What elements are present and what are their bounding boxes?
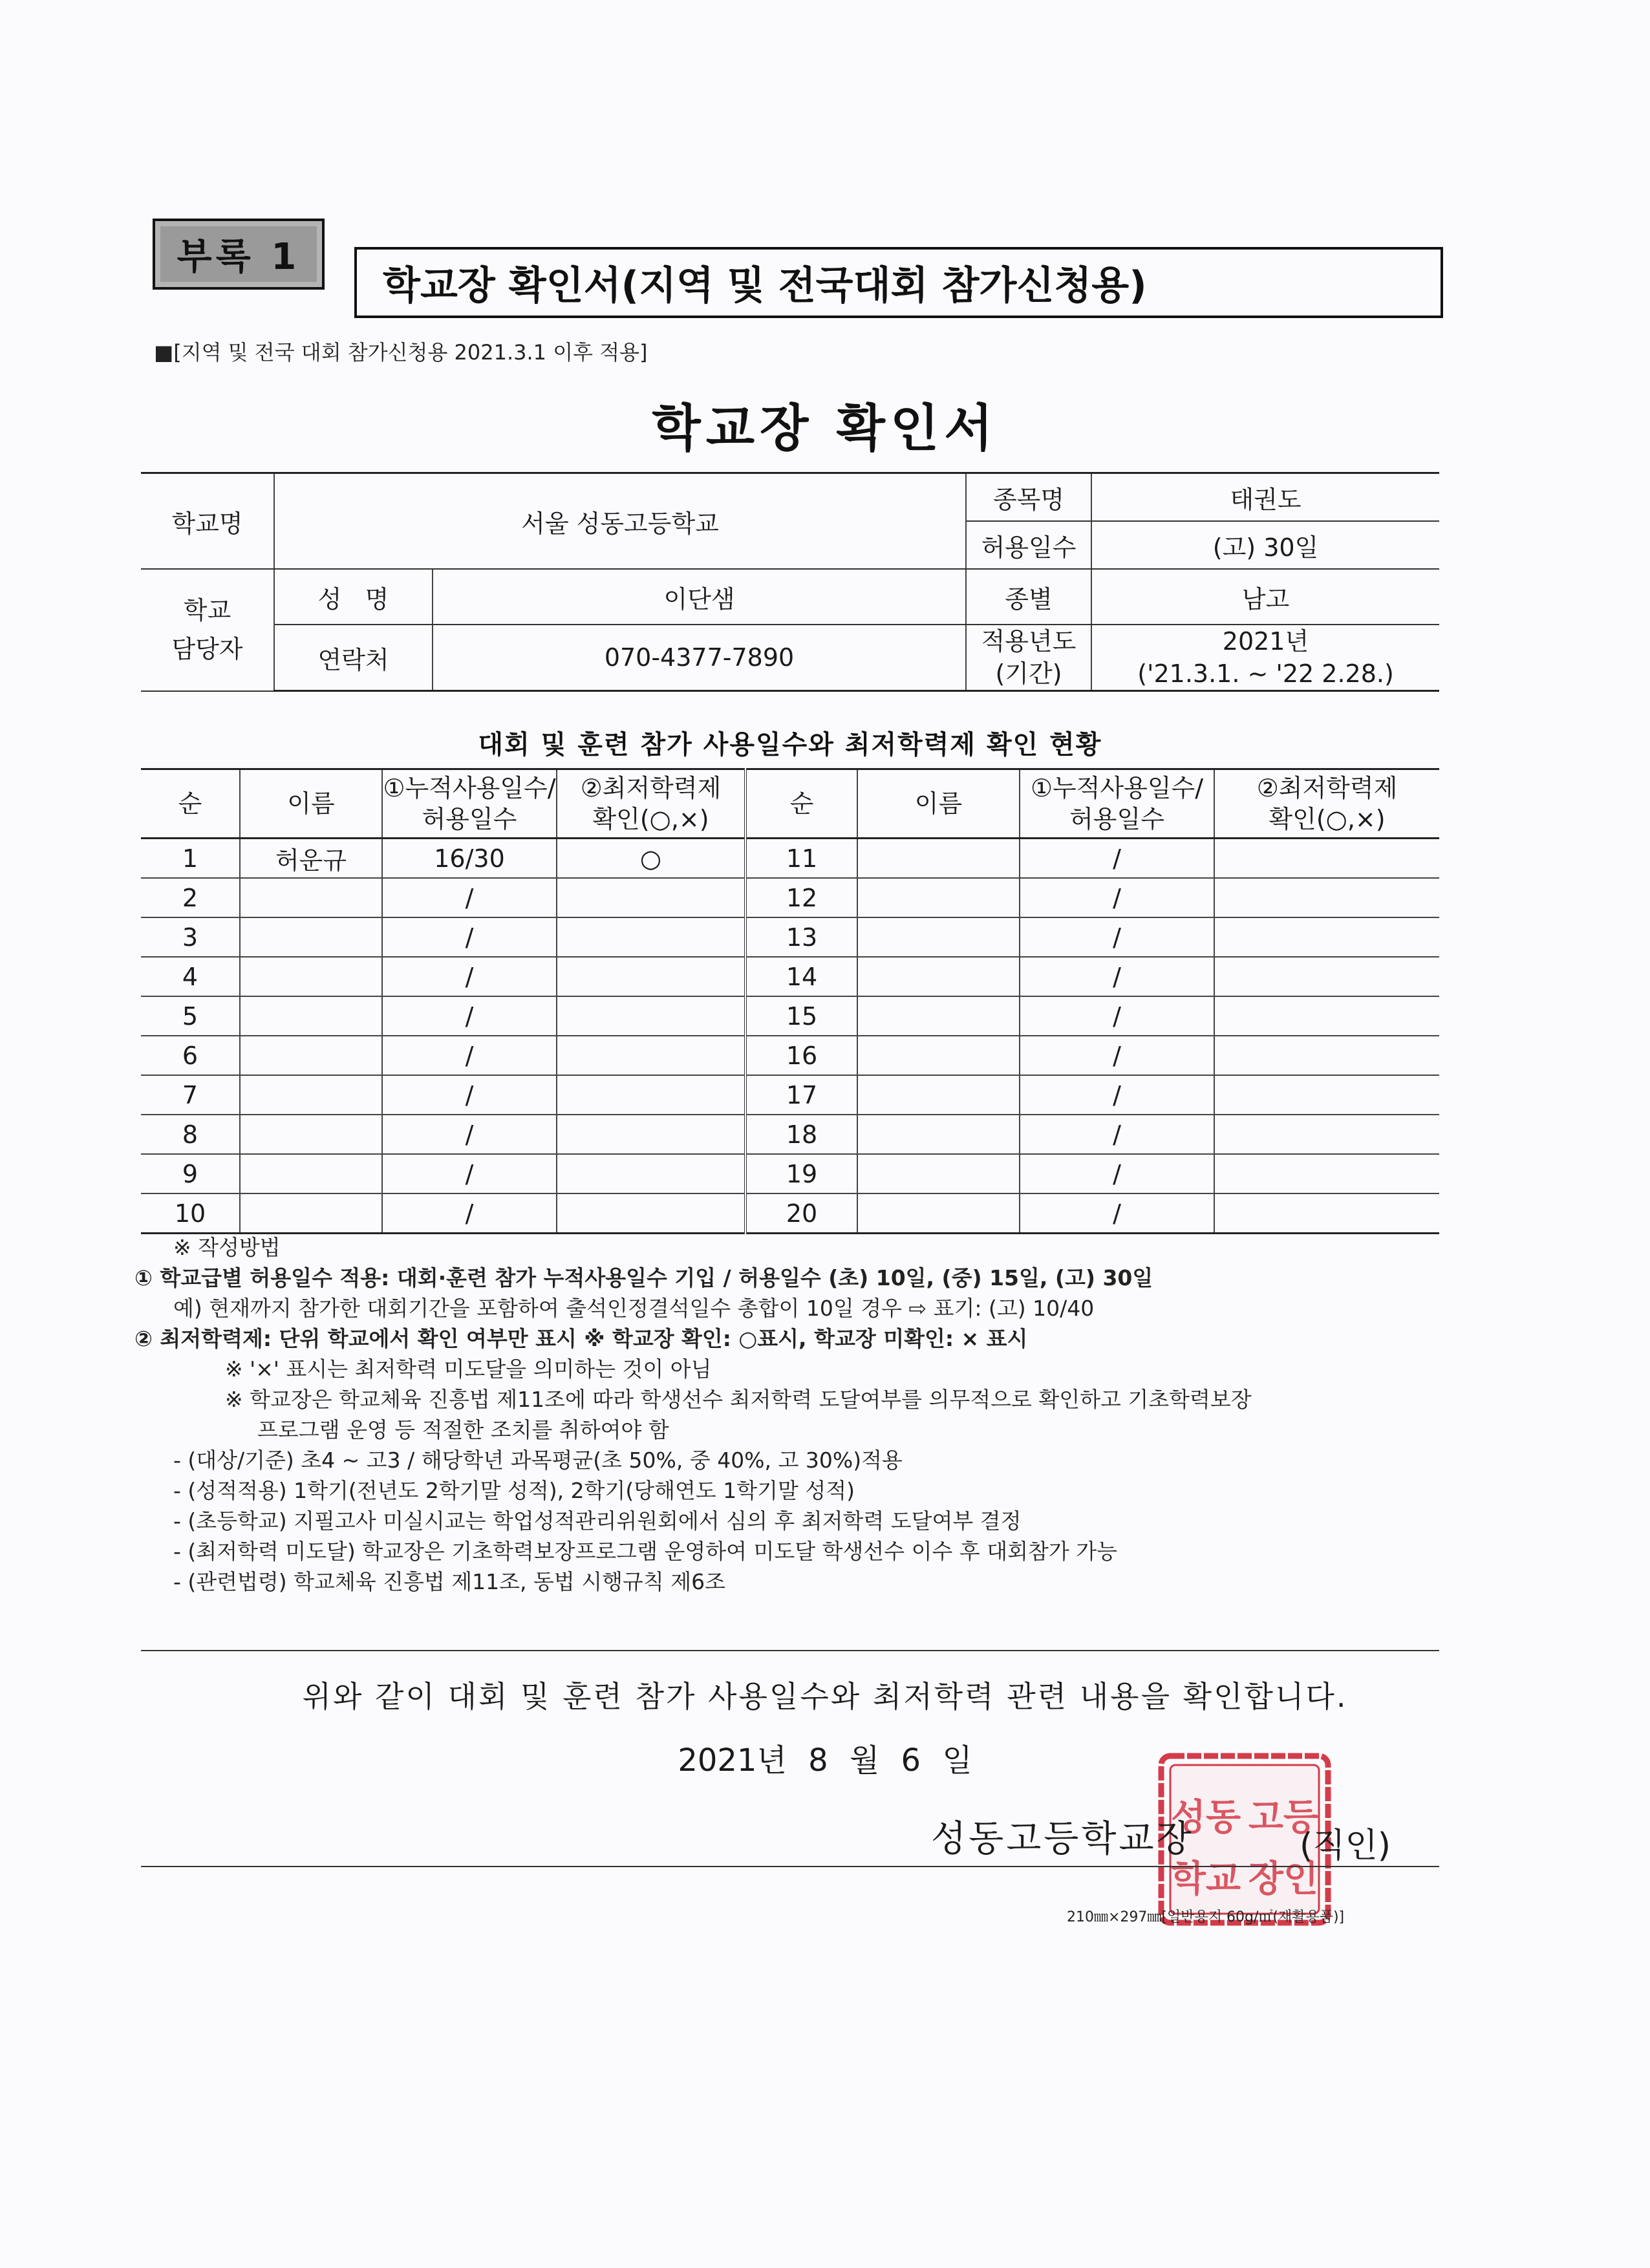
student-name (857, 1154, 1020, 1193)
row-number: 19 (745, 1154, 857, 1193)
year-label (966, 625, 1091, 691)
instruction-line: - (최저학력 미도달) 학교장은 기초학력보장프로그램 운영하여 미도달 학생선수 이수 후 대회참가 가능 (173, 1539, 1118, 1564)
status-title: 대회 및 훈련 참가 사용일수와 최저학력제 확인 현황 (478, 730, 1102, 760)
student-name (857, 878, 1020, 917)
seal-text: 성동 (1170, 1796, 1241, 1839)
row-number: 17 (745, 1075, 857, 1115)
header-used-line-2: 허용일수 (1069, 805, 1164, 833)
table-row (141, 1036, 1439, 1075)
used-days: / (1020, 1075, 1214, 1115)
used-days: / (382, 1036, 557, 1075)
academic-check (557, 1036, 745, 1075)
header-used-line-2: 허용일수 (422, 805, 517, 833)
name-value: 이단샘 (433, 569, 966, 625)
header-used-right (1020, 769, 1214, 839)
category-value: 남고 (1091, 569, 1439, 625)
status-table (141, 768, 1439, 1234)
header-no-left: 순 (141, 769, 240, 839)
academic-check (557, 1193, 745, 1234)
student-name (240, 1154, 382, 1193)
header-check-line-2: 확인(○,×) (1269, 805, 1386, 833)
used-days: / (1020, 1036, 1214, 1075)
row-number: 12 (745, 878, 857, 917)
seal-mark: (직인) (1300, 1826, 1391, 1865)
appendix-label: 부록 1 (177, 236, 301, 278)
header-used-left (382, 769, 557, 839)
row-number: 1 (141, 839, 240, 879)
academic-check (1214, 996, 1439, 1036)
row-number: 11 (745, 839, 857, 879)
row-number: 14 (745, 957, 857, 996)
header-title-box (354, 247, 1443, 318)
manager-label (141, 569, 274, 691)
manager-label-line-2: 담당자 (171, 635, 243, 664)
row-number: 9 (141, 1154, 240, 1193)
school-value: 서울 성동고등학교 (274, 473, 966, 570)
instruction-line: ※ 학교장은 학교체육 진흥법 제11조에 따라 학생선수 최저학력 도달여부를 의무적으로 확인하고 기초학력보장 (225, 1387, 1252, 1412)
main-title: 학교장 확인서 (652, 400, 998, 458)
student-name: 허운규 (240, 839, 382, 879)
academic-check (1214, 1193, 1439, 1234)
student-name (857, 996, 1020, 1036)
table-row (141, 878, 1439, 917)
table-row (141, 917, 1439, 957)
academic-check (557, 957, 745, 996)
instructions (134, 1232, 1466, 1597)
student-name (240, 1036, 382, 1075)
sport-value: 태권도 (1091, 473, 1439, 522)
manager-label-line-1: 학교 (183, 596, 231, 625)
row-number: 5 (141, 996, 240, 1036)
used-days: / (1020, 1154, 1214, 1193)
used-days: / (382, 1193, 557, 1234)
divider-line (141, 1650, 1439, 1651)
row-number: 7 (141, 1075, 240, 1115)
student-name (240, 957, 382, 996)
academic-check (1214, 878, 1439, 917)
header-check-line-1: ②최저학력제 (1256, 774, 1398, 802)
academic-check (1214, 1154, 1439, 1193)
contact-label: 연락처 (274, 625, 433, 691)
instruction-line: - (관련법령) 학교체육 진흥법 제11조, 동법 시행규칙 제6조 (173, 1569, 725, 1594)
header-title: 학교장 확인서(지역 및 전국대회 참가신청용) (383, 263, 1147, 308)
appendix-tag (153, 219, 325, 290)
academic-check (557, 1154, 745, 1193)
row-number: 16 (745, 1036, 857, 1075)
student-name (240, 1115, 382, 1154)
used-days: / (1020, 1115, 1214, 1154)
used-days: / (382, 957, 557, 996)
academic-check (557, 917, 745, 957)
header-no-right: 순 (745, 769, 857, 839)
used-days: / (1020, 917, 1214, 957)
academic-check (1214, 1115, 1439, 1154)
student-name (240, 996, 382, 1036)
paper-spec: 210㎜×297㎜[일반용지 60g/㎡(재활용품)] (1067, 1909, 1345, 1925)
instruction-line: ※ '×' 표시는 최저학력 미도달을 의미하는 것이 아님 (225, 1356, 712, 1382)
instruction-line: ① 학교급별 허용일수 적용: 대회·훈련 참가 누적사용일수 기입 / 허용일수 (초) 10일, (중) 15일, (고) 30일 (134, 1265, 1153, 1290)
academic-check (557, 1075, 745, 1115)
header-name-right: 이름 (857, 769, 1020, 839)
student-name (857, 839, 1020, 879)
table-row (141, 1154, 1439, 1193)
instruction-line: - (초등학교) 지필고사 미실시교는 학업성적관리위원회에서 심의 후 최저학력 도달여부 결정 (173, 1508, 1022, 1534)
seal-text: 학교 (1170, 1857, 1241, 1900)
used-days: / (382, 917, 557, 957)
confirm-statement: 위와 같이 대회 및 훈련 참가 사용일수와 최저학력 관련 내용을 확인합니다. (302, 1679, 1348, 1714)
seal-text: 고등 (1248, 1796, 1319, 1839)
year-value (1091, 625, 1439, 691)
allowed-days-value: (고) 30일 (1091, 521, 1439, 569)
table-row (141, 1193, 1439, 1234)
academic-check (557, 878, 745, 917)
student-name (857, 1193, 1020, 1234)
used-days: / (1020, 839, 1214, 879)
school-label: 학교명 (141, 473, 274, 570)
used-days: / (1020, 878, 1214, 917)
student-name (240, 878, 382, 917)
academic-check (1214, 957, 1439, 996)
used-days: / (1020, 1193, 1214, 1234)
used-days: / (1020, 957, 1214, 996)
year-value-line-1: 2021년 (1222, 627, 1309, 656)
header-used-line-1: ①누적사용일수/ (1030, 774, 1204, 802)
table-row (141, 957, 1439, 996)
status-header-row (141, 769, 1439, 839)
academic-check (557, 1115, 745, 1154)
row-number: 10 (141, 1193, 240, 1234)
row-number: 13 (745, 917, 857, 957)
used-days: / (382, 1154, 557, 1193)
instruction-line: - (성적적용) 1학기(전년도 2학기말 성적), 2학기(당해연도 1학기말 성적) (173, 1478, 855, 1503)
student-name (857, 1036, 1020, 1075)
row-number: 4 (141, 957, 240, 996)
used-days: / (382, 1075, 557, 1115)
sign-date: 2021년 8 월 6 일 (678, 1742, 972, 1779)
academic-check (1214, 1075, 1439, 1115)
student-name (857, 1075, 1020, 1115)
category-label: 종별 (966, 569, 1091, 625)
year-label-line-2: (기간) (995, 659, 1062, 688)
academic-check (1214, 839, 1439, 879)
header-check-right (1214, 769, 1439, 839)
year-value-line-2: ('21.3.1. ~ '22 2.28.) (1137, 659, 1394, 688)
student-name (240, 1193, 382, 1234)
header-check-line-1: ②최저학력제 (580, 774, 722, 802)
seal-text: 장인 (1248, 1857, 1319, 1900)
status-body (141, 839, 1439, 1234)
table-row (141, 1115, 1439, 1154)
header-used-line-1: ①누적사용일수/ (383, 774, 556, 802)
academic-check (1214, 1036, 1439, 1075)
used-days: / (382, 996, 557, 1036)
row-number: 8 (141, 1115, 240, 1154)
student-name (857, 917, 1020, 957)
row-number: 2 (141, 878, 240, 917)
student-name (857, 1115, 1020, 1154)
header-check-line-2: 확인(○,×) (592, 805, 709, 833)
contact-value: 070-4377-7890 (433, 625, 966, 691)
academic-check (1214, 917, 1439, 957)
allowed-days-label: 허용일수 (966, 521, 1091, 569)
academic-check: ○ (557, 839, 745, 879)
instruction-line: 예) 현재까지 참가한 대회기간을 포함하여 출석인정결석일수 총합이 10일 경우 ⇨ 표기: (고) 10/40 (173, 1296, 1095, 1321)
instruction-line: 프로그램 운영 등 적절한 조치를 취하여야 함 (257, 1417, 669, 1442)
table-row (141, 1075, 1439, 1115)
header-name-left: 이름 (240, 769, 382, 839)
row-number: 6 (141, 1036, 240, 1075)
sport-label: 종목명 (966, 473, 1091, 522)
apply-note: ■[지역 및 전국 대회 참가신청용 2021.3.1 이후 적용] (154, 340, 648, 365)
used-days: 16/30 (382, 839, 557, 879)
used-days: / (1020, 996, 1214, 1036)
table-row (141, 839, 1439, 879)
instruction-heading: ※ 작성방법 (173, 1235, 281, 1260)
student-name (857, 957, 1020, 996)
student-name (240, 917, 382, 957)
academic-check (557, 996, 745, 1036)
instruction-line: - (대상/기준) 초4 ~ 고3 / 해당학년 과목평균(초 50%, 중 40%, 고 30%)적용 (173, 1448, 903, 1473)
signer: 성동고등학교장 (931, 1818, 1194, 1860)
year-label-line-1: 적용년도 (981, 627, 1077, 656)
row-number: 15 (745, 996, 857, 1036)
row-number: 20 (745, 1193, 857, 1234)
info-table (141, 472, 1439, 692)
used-days: / (382, 1115, 557, 1154)
instruction-line: ② 최저학력제: 단위 학교에서 확인 여부만 표시 ※ 학교장 확인: ○표시, 학교장 미확인: × 표시 (134, 1326, 1028, 1351)
used-days: / (382, 878, 557, 917)
student-name (240, 1075, 382, 1115)
divider-line (141, 1866, 1439, 1867)
table-row (141, 996, 1439, 1036)
row-number: 18 (745, 1115, 857, 1154)
name-label: 성 명 (274, 569, 433, 625)
row-number: 3 (141, 917, 240, 957)
header-check-left (557, 769, 745, 839)
